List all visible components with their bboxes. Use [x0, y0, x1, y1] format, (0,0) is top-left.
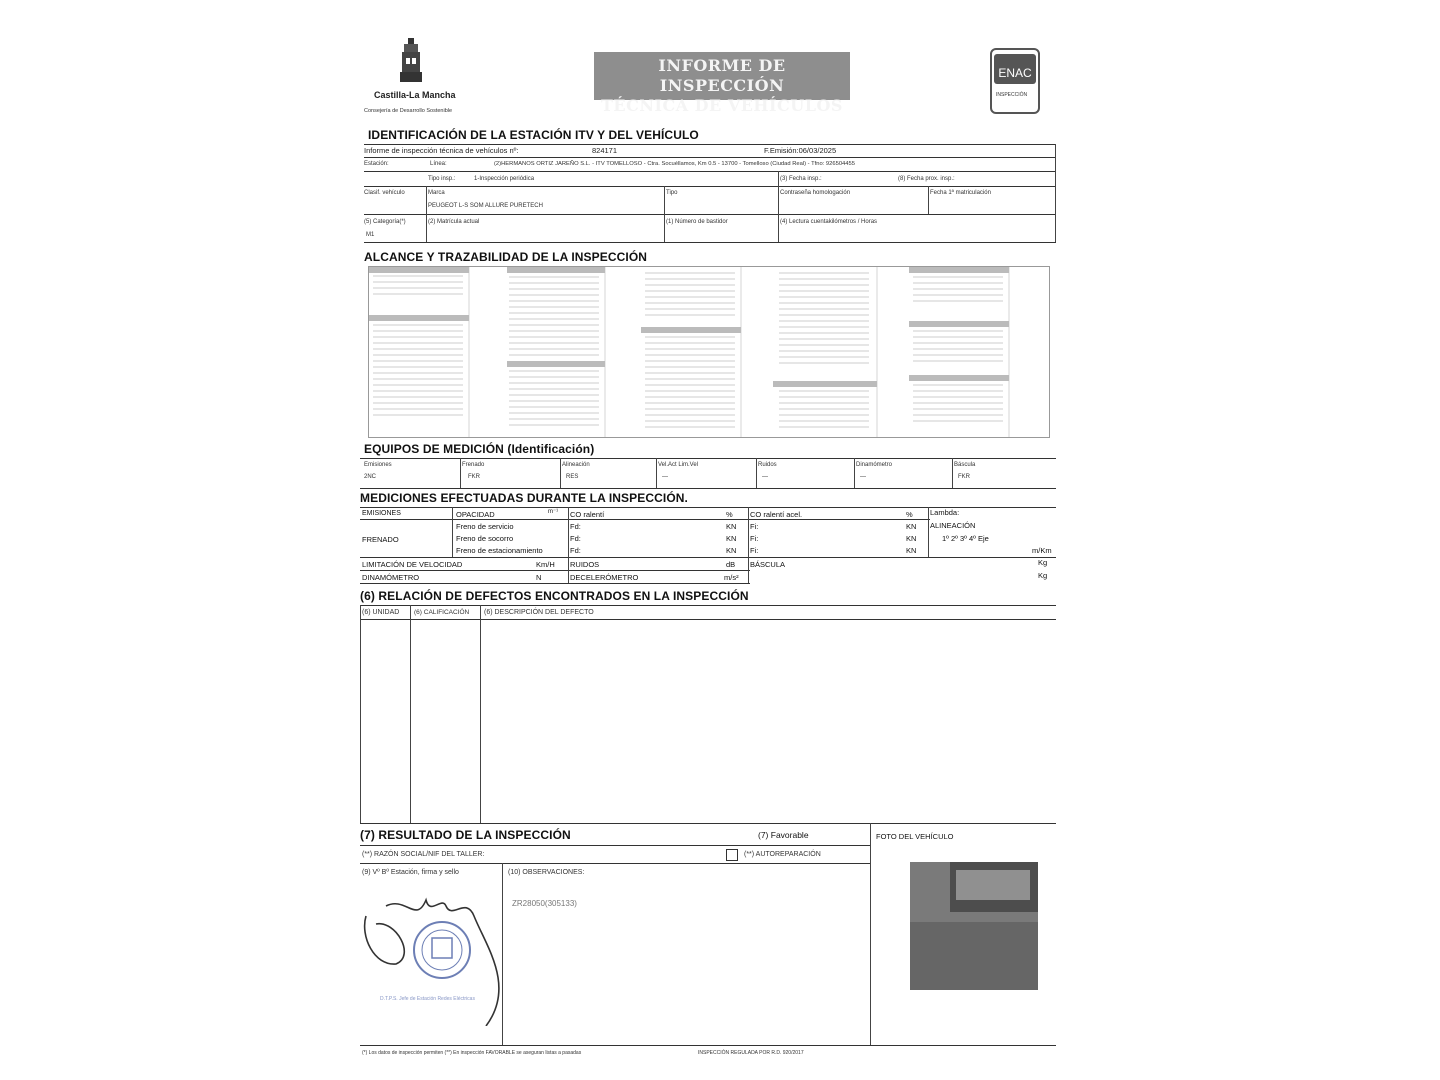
equip-emissions-label: Emisiones: [364, 462, 392, 468]
fd-label-2: Fd:: [570, 534, 581, 543]
footer-regulation: INSPECCIÓN REGULADA POR R.D. 920/2017: [698, 1050, 804, 1056]
defects-col-rating: (6) CALIFICACIÓN: [414, 609, 470, 616]
speed-limit-label: LIMITACIÓN DE VELOCIDAD: [362, 560, 463, 569]
station-name: (2)HERMANOS ORTIZ JAREÑO S.L. - ITV TOMELLOSO - Ctra. Socuéllamos, Km 0.5 - 13700 - Tomelloso (Ciudad Real) - Tfno: 926504455: [494, 161, 855, 167]
parking-brake-label: Freno de estacionamiento: [456, 546, 543, 555]
region-emblem-icon: [400, 38, 422, 84]
insp-type-value: 1-Inspección periódica: [474, 176, 535, 182]
equip-brakes-label: Frenado: [462, 462, 485, 468]
co-accel-label: CO ralentí acel.: [750, 510, 803, 519]
workshop-label: (**) RAZÓN SOCIAL/NIF DEL TALLER:: [362, 851, 485, 858]
kn-unit-3: KN: [726, 546, 737, 555]
dyno-label: DINAMÓMETRO: [362, 573, 420, 582]
axle-labels: 1º 2º 3º 4º Eje: [942, 534, 989, 543]
vehicle-class-label: Clasif. vehículo: [364, 190, 405, 196]
brand-label: Marca: [428, 190, 445, 196]
equip-dyno-label: Dinamómetro: [856, 462, 893, 468]
fd-label-1: Fd:: [570, 522, 581, 531]
scale-unit-1: Kg: [1038, 558, 1048, 567]
observations-label: (10) OBSERVACIONES:: [508, 869, 585, 876]
region-subtitle: Consejería de Desarrollo Sostenible: [364, 108, 453, 114]
equip-scale-label: Báscula: [954, 462, 976, 468]
signature-stamp-image: [356, 876, 506, 1026]
odometer-label: (4) Lectura cuentakilómetros / Horas: [780, 219, 878, 225]
defects-section-title: (6) RELACIÓN DE DEFECTOS ENCONTRADOS EN LA INSPECCIÓN: [360, 589, 749, 603]
category-label: (5) Categoría(*): [364, 219, 406, 225]
scale-label: BÁSCULA: [750, 560, 786, 569]
brakes-label: FRENADO: [362, 535, 399, 544]
defects-col-unit: (6) UNIDAD: [362, 609, 400, 616]
equip-noise-value: —: [762, 474, 768, 480]
equip-speed-label: Vel.Act Lim.Vel: [658, 462, 699, 468]
result-section-title: (7) RESULTADO DE LA INSPECCIÓN: [360, 828, 571, 842]
opacity-label: OPACIDAD: [456, 510, 495, 519]
co-idle-label: CO ralentí: [570, 510, 605, 519]
equip-scale-value: FKR: [958, 474, 970, 480]
report-title-banner: [594, 52, 850, 115]
next-insp-date-label: (8) Fecha prox. insp.:: [898, 176, 955, 182]
speed-limit-unit: Km/H: [536, 560, 555, 569]
scale-unit-2: Kg: [1038, 571, 1048, 580]
kn-unit-5: KN: [906, 534, 917, 543]
dyno-unit: N: [536, 573, 542, 582]
scope-grid-lines: [369, 267, 1049, 437]
service-brake-label: Freno de servicio: [456, 522, 514, 531]
decel-label: DECELERÓMETRO: [570, 573, 639, 582]
defects-col-description: (6) DESCRIPCIÓN DEL DEFECTO: [484, 609, 594, 616]
equip-noise-label: Ruidos: [758, 462, 777, 468]
type-label: Tipo: [666, 190, 678, 196]
first-registration-label: Fecha 1ª matriculación: [930, 190, 991, 196]
enac-sub-label: INSPECCIÓN: [996, 92, 1028, 98]
scope-section-title: ALCANCE Y TRAZABILIDAD DE LA INSPECCIÓN: [364, 250, 648, 264]
footer-note: (*) Los datos de inspección permiten (**) En inspección FAVORABLE se aseguran listas a pasadas: [362, 1050, 582, 1056]
enac-logo-label: ENAC: [994, 54, 1036, 84]
fi-label-1: Fi:: [750, 522, 759, 531]
observations-value: ZR28050(305133): [512, 899, 577, 908]
brand-value: PEUGEOT L-S SOM ALLURE PURETECH: [428, 203, 543, 209]
kn-unit-2: KN: [726, 534, 737, 543]
insp-type-label: Tipo insp.:: [428, 176, 456, 182]
decel-unit: m/s²: [724, 573, 739, 582]
alignment-unit: m/Km: [1032, 546, 1052, 555]
fi-label-3: Fi:: [750, 546, 759, 555]
vehicle-photo-label: FOTO DEL VEHÍCULO: [876, 832, 954, 841]
homologation-label: Contraseña homologación: [780, 190, 851, 196]
noise-label: RUIDOS: [570, 560, 600, 569]
identification-section-title: IDENTIFICACIÓN DE LA ESTACIÓN ITV Y DEL VEHÍCULO: [368, 128, 699, 142]
report-number: 824171: [592, 146, 618, 155]
fd-label-3: Fd:: [570, 546, 581, 555]
equip-dyno-value: —: [860, 474, 866, 480]
report-number-label: Informe de inspección técnica de vehículos nº:: [364, 146, 519, 155]
equipment-section-title: EQUIPOS DE MEDICIÓN (Identificación): [364, 442, 595, 456]
report-title-line1: INFORME DE INSPECCIÓN: [658, 56, 786, 95]
measurements-section-title: MEDICIONES EFECTUADAS DURANTE LA INSPECCIÓN.: [360, 491, 688, 505]
equip-emissions-value: 2NC: [364, 474, 377, 480]
kn-unit-6: KN: [906, 546, 917, 555]
issue-date: F.Emisión:06/03/2025: [764, 146, 837, 155]
kn-unit-1: KN: [726, 522, 737, 531]
kn-unit-4: KN: [906, 522, 917, 531]
category-value: M1: [366, 232, 375, 238]
opacity-unit: m⁻¹: [548, 509, 559, 515]
co-accel-unit: %: [906, 510, 913, 519]
inspection-report-page: [352, 28, 1064, 1068]
equip-brakes-value: FKR: [468, 474, 480, 480]
vehicle-photo: [910, 862, 1038, 990]
lambda-label: Lambda:: [930, 508, 960, 517]
noise-unit: dB: [726, 560, 736, 569]
stamp-text: D.T.P.S. Jefe de Estación Redes Eléctricas: [380, 996, 475, 1002]
emergency-brake-label: Freno de socorro: [456, 534, 514, 543]
station-label: Estación:: [364, 161, 389, 167]
alignment-label: ALINEACIÓN: [930, 521, 976, 530]
scope-grid: [368, 266, 1050, 438]
equip-speed-value: —: [662, 474, 668, 480]
plate-label: (2) Matrícula actual: [428, 219, 480, 225]
insp-date-label: (3) Fecha insp.:: [780, 176, 822, 182]
equipment-row: [360, 458, 1056, 488]
equip-alignment-value: RES: [566, 474, 579, 480]
line-label: Línea:: [430, 161, 447, 167]
self-repair-label: (**) AUTOREPARACIÓN: [744, 851, 821, 858]
equip-alignment-label: Alineación: [562, 462, 590, 468]
emissions-label: EMISIONES: [362, 510, 401, 517]
signature-label: (9) Vº Bº Estación, firma y sello: [362, 869, 459, 876]
self-repair-checkbox[interactable]: [726, 849, 738, 861]
report-title-line2: TÉCNICA DE VEHÍCULOS: [601, 96, 843, 115]
region-name: Castilla-La Mancha: [374, 90, 456, 100]
fi-label-2: Fi:: [750, 534, 759, 543]
favorable-result: (7) Favorable: [758, 830, 809, 840]
vin-label: (1) Número de bastidor: [666, 219, 728, 225]
co-idle-unit: %: [726, 510, 733, 519]
enac-badge: [990, 48, 1040, 114]
